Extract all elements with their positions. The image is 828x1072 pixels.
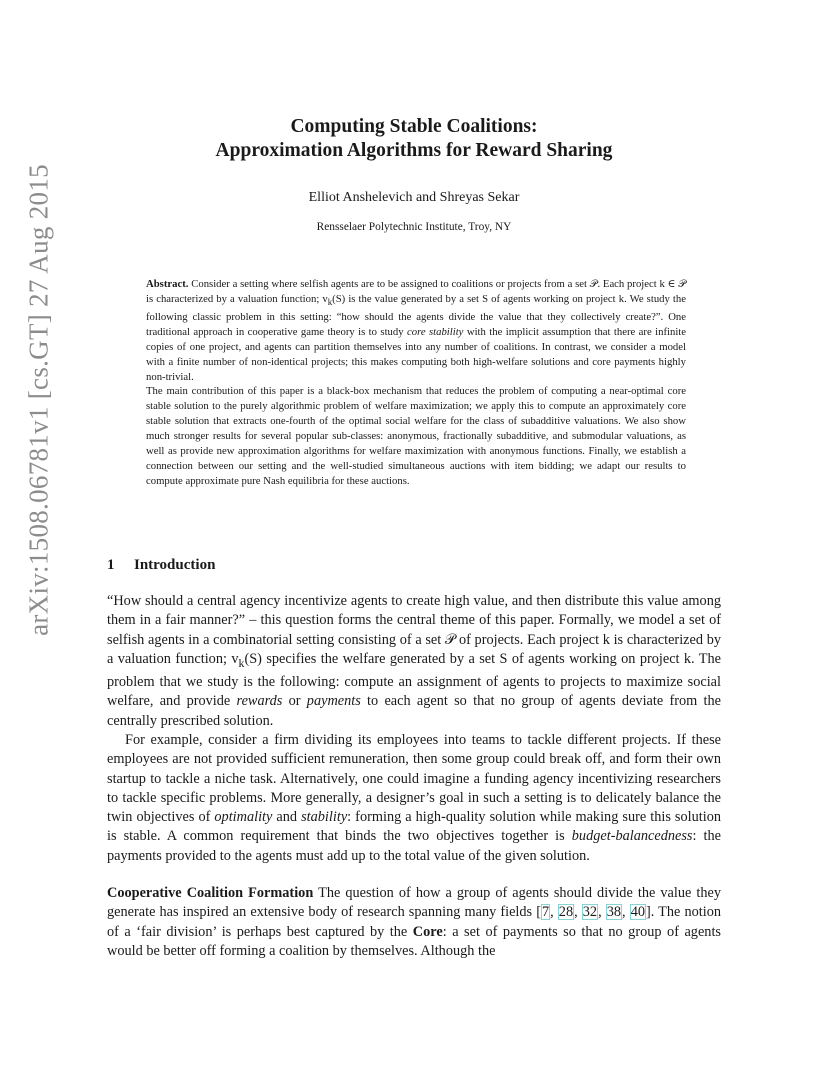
- body-text: and: [272, 809, 302, 826]
- abstract: [146, 277, 686, 489]
- abstract-text: Consider a setting where selfish agents are to be assigned to coalitions or projects from a set 𝒫. Each project k ∈ 𝒫 is characterized by a valuation function; v: [146, 278, 686, 305]
- arxiv-identifier: arXiv:1508.06781v1 [cs.GT] 27 Aug 2015: [23, 164, 54, 636]
- body-text: to each agent so that no group of agents deviate from the centrally prescribed solution.: [107, 693, 721, 729]
- separator: ,: [622, 904, 630, 921]
- citation-link[interactable]: 32: [582, 904, 598, 921]
- separator: ,: [550, 904, 558, 921]
- emphasis: payments: [306, 693, 361, 710]
- abstract-text: (S) is the value generated by a set S of agents working on project k. We study the following classic problem in this setting: “how should the agents divide the value that they collectively create?”. One traditional approach in cooperative game theory is to study: [146, 292, 686, 338]
- body-text: : a set of payments so that no group of agents would be better off forming a coalition by themselves. Although the: [107, 923, 721, 959]
- bold-term: Core: [412, 923, 443, 940]
- separator: ,: [574, 904, 582, 921]
- body-text: or: [282, 693, 307, 710]
- abstract-label: Abstract.: [146, 278, 189, 290]
- paper-title-line-1: Computing Stable Coalitions:: [290, 116, 538, 137]
- body-text: (S) specifies the welfare generated by a set S of agents working on project k. The problem that we study is the following: compute an assignment of agents to projects to maximize social welfare, and provide: [107, 650, 721, 710]
- section-number: 1: [107, 557, 115, 573]
- citation-link[interactable]: 38: [606, 904, 622, 921]
- paragraph-heading: Cooperative Coalition Formation: [107, 885, 314, 901]
- intro-paragraph-1: [107, 592, 721, 731]
- subscript: k: [327, 297, 333, 308]
- body-text: ]. The notion of a ‘fair division’ is perhaps best captured by the: [107, 904, 722, 940]
- abstract-text: with the implicit assumption that there are infinite copies of one project, and agents can partition themselves into any number of coalitions. In contrast, we consider a model with a finite number of non-identical projects; this makes computing both high-welfare solutions and core payments highly non-trivial.: [146, 325, 687, 383]
- emphasis: optimality: [214, 809, 273, 826]
- paper-title-line-2: Approximation Algorithms for Reward Sharing: [215, 140, 613, 161]
- section-heading: [107, 557, 215, 574]
- abstract-paragraph-2: The main contribution of this paper is a black-box mechanism that reduces the problem of computing a near-optimal core stable solution to the purely algorithmic problem of welfare maximization; we apply this to compute an approximately core stable solution that extracts one-fourth of the optimal social welfare for the class of subadditive valuations. We also show much stronger results for several popular sub-classes: anonymous, fractionally subadditive, and submodular valuations, as well as provide new approximation algorithms for welfare maximization with anonymous functions. Finally, we establish a connection between our setting and the well-studied simultaneous auctions with item bidding; we adapt our results to compute approximate pure Nash equilibria for these auctions.: [146, 385, 686, 487]
- separator: ,: [598, 904, 606, 921]
- body-text: : the payments provided to the agents must add up to the total value of the given solution.: [107, 828, 721, 864]
- body-text: : forming a high-quality solution while making sure this solution is stable. A common requirement that binds the two objectives together is: [107, 809, 722, 845]
- subscript: k: [238, 655, 245, 670]
- section-title: Introduction: [134, 557, 216, 573]
- citation-link[interactable]: 28: [558, 904, 574, 921]
- body-text: For example, consider a firm dividing its employees into teams to tackle different projects. If these employees are not provided sufficient remuneration, then some group could break off, and form their own startup to tackle a niche task. Alternatively, one could imagine a funding agency incentivizing researchers to tackle specific problems. More generally, a designer’s goal in such a setting is to delicately balance the twin objectives of: [107, 731, 721, 826]
- emphasis: core stability: [406, 325, 464, 338]
- citation-link[interactable]: 7: [541, 904, 550, 921]
- emphasis: rewards: [236, 693, 283, 710]
- emphasis: stability: [301, 809, 348, 826]
- cooperative-coalition-section: [107, 884, 721, 961]
- body-text: “How should a central agency incentivize agents to create high value, and then distribute this value among them in a fair manner?” – this question forms the central theme of this paper. Formally, we model a set of selfish agents in a combinatorial setting consisting of a set 𝒫 of projects. Each project k is characterized by a valuation function; v: [107, 593, 721, 667]
- coop-paragraph: [107, 884, 721, 961]
- introduction-body: [107, 592, 721, 866]
- emphasis: budget-balancedness: [571, 828, 693, 845]
- paper-affiliation: Rensselaer Polytechnic Institute, Troy, NY: [316, 221, 512, 233]
- paper-authors: Elliot Anshelevich and Shreyas Sekar: [308, 190, 520, 205]
- abstract-paragraph-1: [146, 277, 686, 384]
- body-text: The question of how a group of agents should divide the value they generate has inspired an extensive body of research spanning many fields [: [107, 885, 722, 921]
- citation-link[interactable]: 40: [630, 904, 645, 921]
- intro-paragraph-2: [107, 731, 721, 866]
